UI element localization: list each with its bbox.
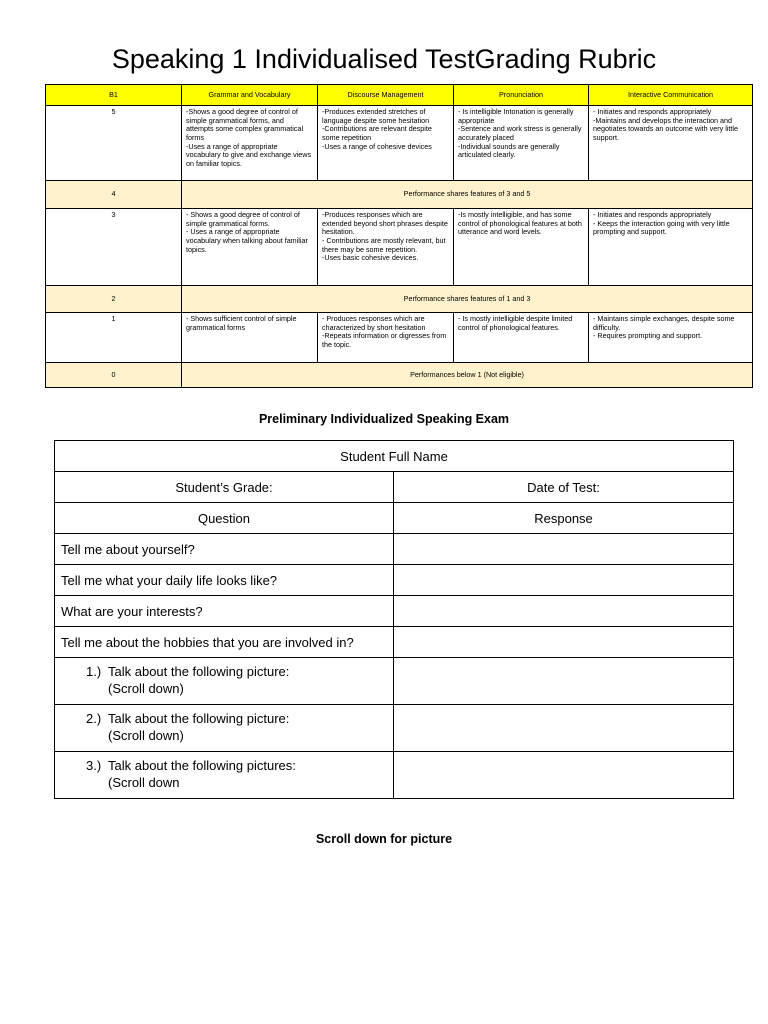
band5-pronunciation-line: - Is intelligible Intonation is generally appropriate xyxy=(458,107,574,125)
band-score: 0 xyxy=(46,363,182,388)
band3-pronunciation-line: -Is mostly intelligible, and has some control of phonological features at both utterance and word levels. xyxy=(458,210,582,237)
response-cell[interactable] xyxy=(394,565,734,596)
question-line: Talk about the following picture: xyxy=(108,664,290,680)
student-name-label: Student Full Name xyxy=(55,441,734,472)
question-text: Tell me about the hobbies that you are involved in? xyxy=(55,627,394,658)
rubric-header-level: B1 xyxy=(46,85,182,106)
band3-grammar-cell xyxy=(182,209,318,286)
response-cell[interactable] xyxy=(394,534,734,565)
band-score: 5 xyxy=(46,106,182,181)
grading-rubric-table xyxy=(45,84,753,388)
response-cell[interactable] xyxy=(394,596,734,627)
band1-discourse-line: - Produces responses which are characterized by short hesitation xyxy=(322,314,426,332)
question-line: (Scroll down xyxy=(108,775,180,790)
band1-interactive-line: - Maintains simple exchanges, despite some difficulty. xyxy=(593,314,735,332)
student-name-row xyxy=(55,441,734,472)
question-response-header-row xyxy=(55,503,734,534)
band3-grammar-line: - Shows a good degree of control of simple grammatical forms. xyxy=(186,210,300,228)
question-row xyxy=(55,627,734,658)
question-number: 3.) xyxy=(86,758,102,774)
band5-interactive-line: - Initiates and responds appropriately xyxy=(593,107,712,116)
band5-grammar-cell xyxy=(182,106,318,181)
question-row xyxy=(55,596,734,627)
rubric-band-3 xyxy=(46,209,753,286)
response-cell[interactable] xyxy=(394,658,734,705)
question-line: (Scroll down) xyxy=(108,681,184,696)
band1-interactive-line: - Requires prompting and support. xyxy=(593,331,703,341)
rubric-header-discourse: Discourse Management xyxy=(318,85,454,106)
rubric-band-0 xyxy=(46,363,753,388)
band1-grammar-cell xyxy=(182,313,318,363)
rubric-band-2 xyxy=(46,286,753,313)
picture-question-row xyxy=(55,705,734,752)
band1-discourse-line: -Repeats information or digresses from the topic. xyxy=(322,331,447,349)
numbered-question xyxy=(61,758,387,792)
date-of-test-label: Date of Test: xyxy=(394,472,734,503)
band3-interactive-cell xyxy=(589,209,753,286)
question-line: Talk about the following pictures: xyxy=(108,758,296,774)
question-text: What are your interests? xyxy=(55,596,394,627)
question-line: Talk about the following picture: xyxy=(108,711,290,727)
band-score: 1 xyxy=(46,313,182,363)
band3-discourse-cell xyxy=(318,209,454,286)
band5-interactive-line: -Maintains and develops the interaction and negotiates towards an outcome with very little support. xyxy=(593,115,739,142)
band-score: 2 xyxy=(46,286,182,313)
band1-discourse-cell xyxy=(318,313,454,363)
scroll-down-note: Scroll down for picture xyxy=(315,832,453,846)
band3-interactive-line: - Keeps the interaction going with very little prompting and support. xyxy=(593,218,730,237)
band0-description: Performances below 1 (Not eligible) xyxy=(182,363,753,388)
band3-discourse-line: -Produces responses which are extended beyond short phrases despite hesitation. xyxy=(322,210,448,237)
document-title: Speaking 1 Individualised TestGrading Rubric xyxy=(111,44,657,74)
question-line: (Scroll down) xyxy=(108,728,184,743)
band2-description: Performance shares features of 1 and 3 xyxy=(182,286,753,313)
band-score: 3 xyxy=(46,209,182,286)
numbered-question xyxy=(61,711,387,745)
band3-grammar-line: - Uses a range of appropriate vocabulary when talking about familiar topics. xyxy=(186,227,308,254)
question-text: Tell me what your daily life looks like? xyxy=(55,565,394,596)
band-score: 4 xyxy=(46,181,182,209)
band3-pronunciation-cell xyxy=(454,209,589,286)
response-cell[interactable] xyxy=(394,627,734,658)
band5-pronunciation-line: -Sentence and work stress is generally accurately placed xyxy=(458,124,582,142)
rubric-header-grammar: Grammar and Vocabulary xyxy=(182,85,318,106)
band5-pronunciation-cell xyxy=(454,106,589,181)
response-cell[interactable] xyxy=(394,705,734,752)
band5-discourse-cell xyxy=(318,106,454,181)
band5-grammar-line: -Uses a range of appropriate vocabulary to give and exchange views on familiar topics. xyxy=(186,141,312,168)
band1-pronunciation-line: - Is mostly intelligible despite limited control of phonological features. xyxy=(458,314,573,332)
question-lines xyxy=(108,664,289,698)
band1-interactive-cell xyxy=(589,313,753,363)
picture-question-row xyxy=(55,752,734,799)
band5-pronunciation-line: -Individual sounds are generally articulated clearly. xyxy=(458,141,560,160)
band5-discourse-line: -Produces extended stretches of language despite some hesitation xyxy=(322,107,430,125)
band5-interactive-cell xyxy=(589,106,753,181)
band3-discourse-line: - Contributions are mostly relevant, but there may be some repetition. xyxy=(322,235,446,254)
rubric-header-row xyxy=(46,85,753,106)
rubric-band-5 xyxy=(46,106,753,181)
question-lines xyxy=(108,711,289,745)
response-column-header: Response xyxy=(394,503,734,534)
picture-question-cell xyxy=(55,752,394,799)
band5-grammar-line: -Shows a good degree of control of simple grammatical forms, and attempts some complex grammatical forms xyxy=(186,107,304,142)
picture-question-row xyxy=(55,658,734,705)
exam-title: Preliminary Individualized Speaking Exam xyxy=(258,412,510,426)
band4-description: Performance shares features of 3 and 5 xyxy=(182,181,753,209)
band3-interactive-line: - Initiates and responds appropriately xyxy=(593,210,712,219)
student-grade-label: Student’s Grade: xyxy=(55,472,394,503)
picture-question-cell xyxy=(55,658,394,705)
band1-grammar-line: - Shows sufficient control of simple grammatical forms xyxy=(186,314,297,332)
grade-date-row xyxy=(55,472,734,503)
response-cell[interactable] xyxy=(394,752,734,799)
band3-discourse-line: -Uses basic cohesive devices. xyxy=(322,253,419,263)
rubric-header-pronunciation: Pronunciation xyxy=(454,85,589,106)
rubric-header-interactive: Interactive Communication xyxy=(589,85,753,106)
speaking-exam-table xyxy=(54,440,734,799)
question-row xyxy=(55,534,734,565)
band1-pronunciation-cell xyxy=(454,313,589,363)
rubric-band-4 xyxy=(46,181,753,209)
question-number: 1.) xyxy=(86,664,102,680)
rubric-band-1 xyxy=(46,313,753,363)
band5-discourse-line: -Contributions are relevant despite some repetition xyxy=(322,124,432,142)
question-number: 2.) xyxy=(86,711,102,727)
band5-discourse-line: -Uses a range of cohesive devices xyxy=(322,141,432,151)
question-lines xyxy=(108,758,296,792)
question-column-header: Question xyxy=(55,503,394,534)
question-text: Tell me about yourself? xyxy=(55,534,394,565)
picture-question-cell xyxy=(55,705,394,752)
question-row xyxy=(55,565,734,596)
numbered-question xyxy=(61,664,387,698)
